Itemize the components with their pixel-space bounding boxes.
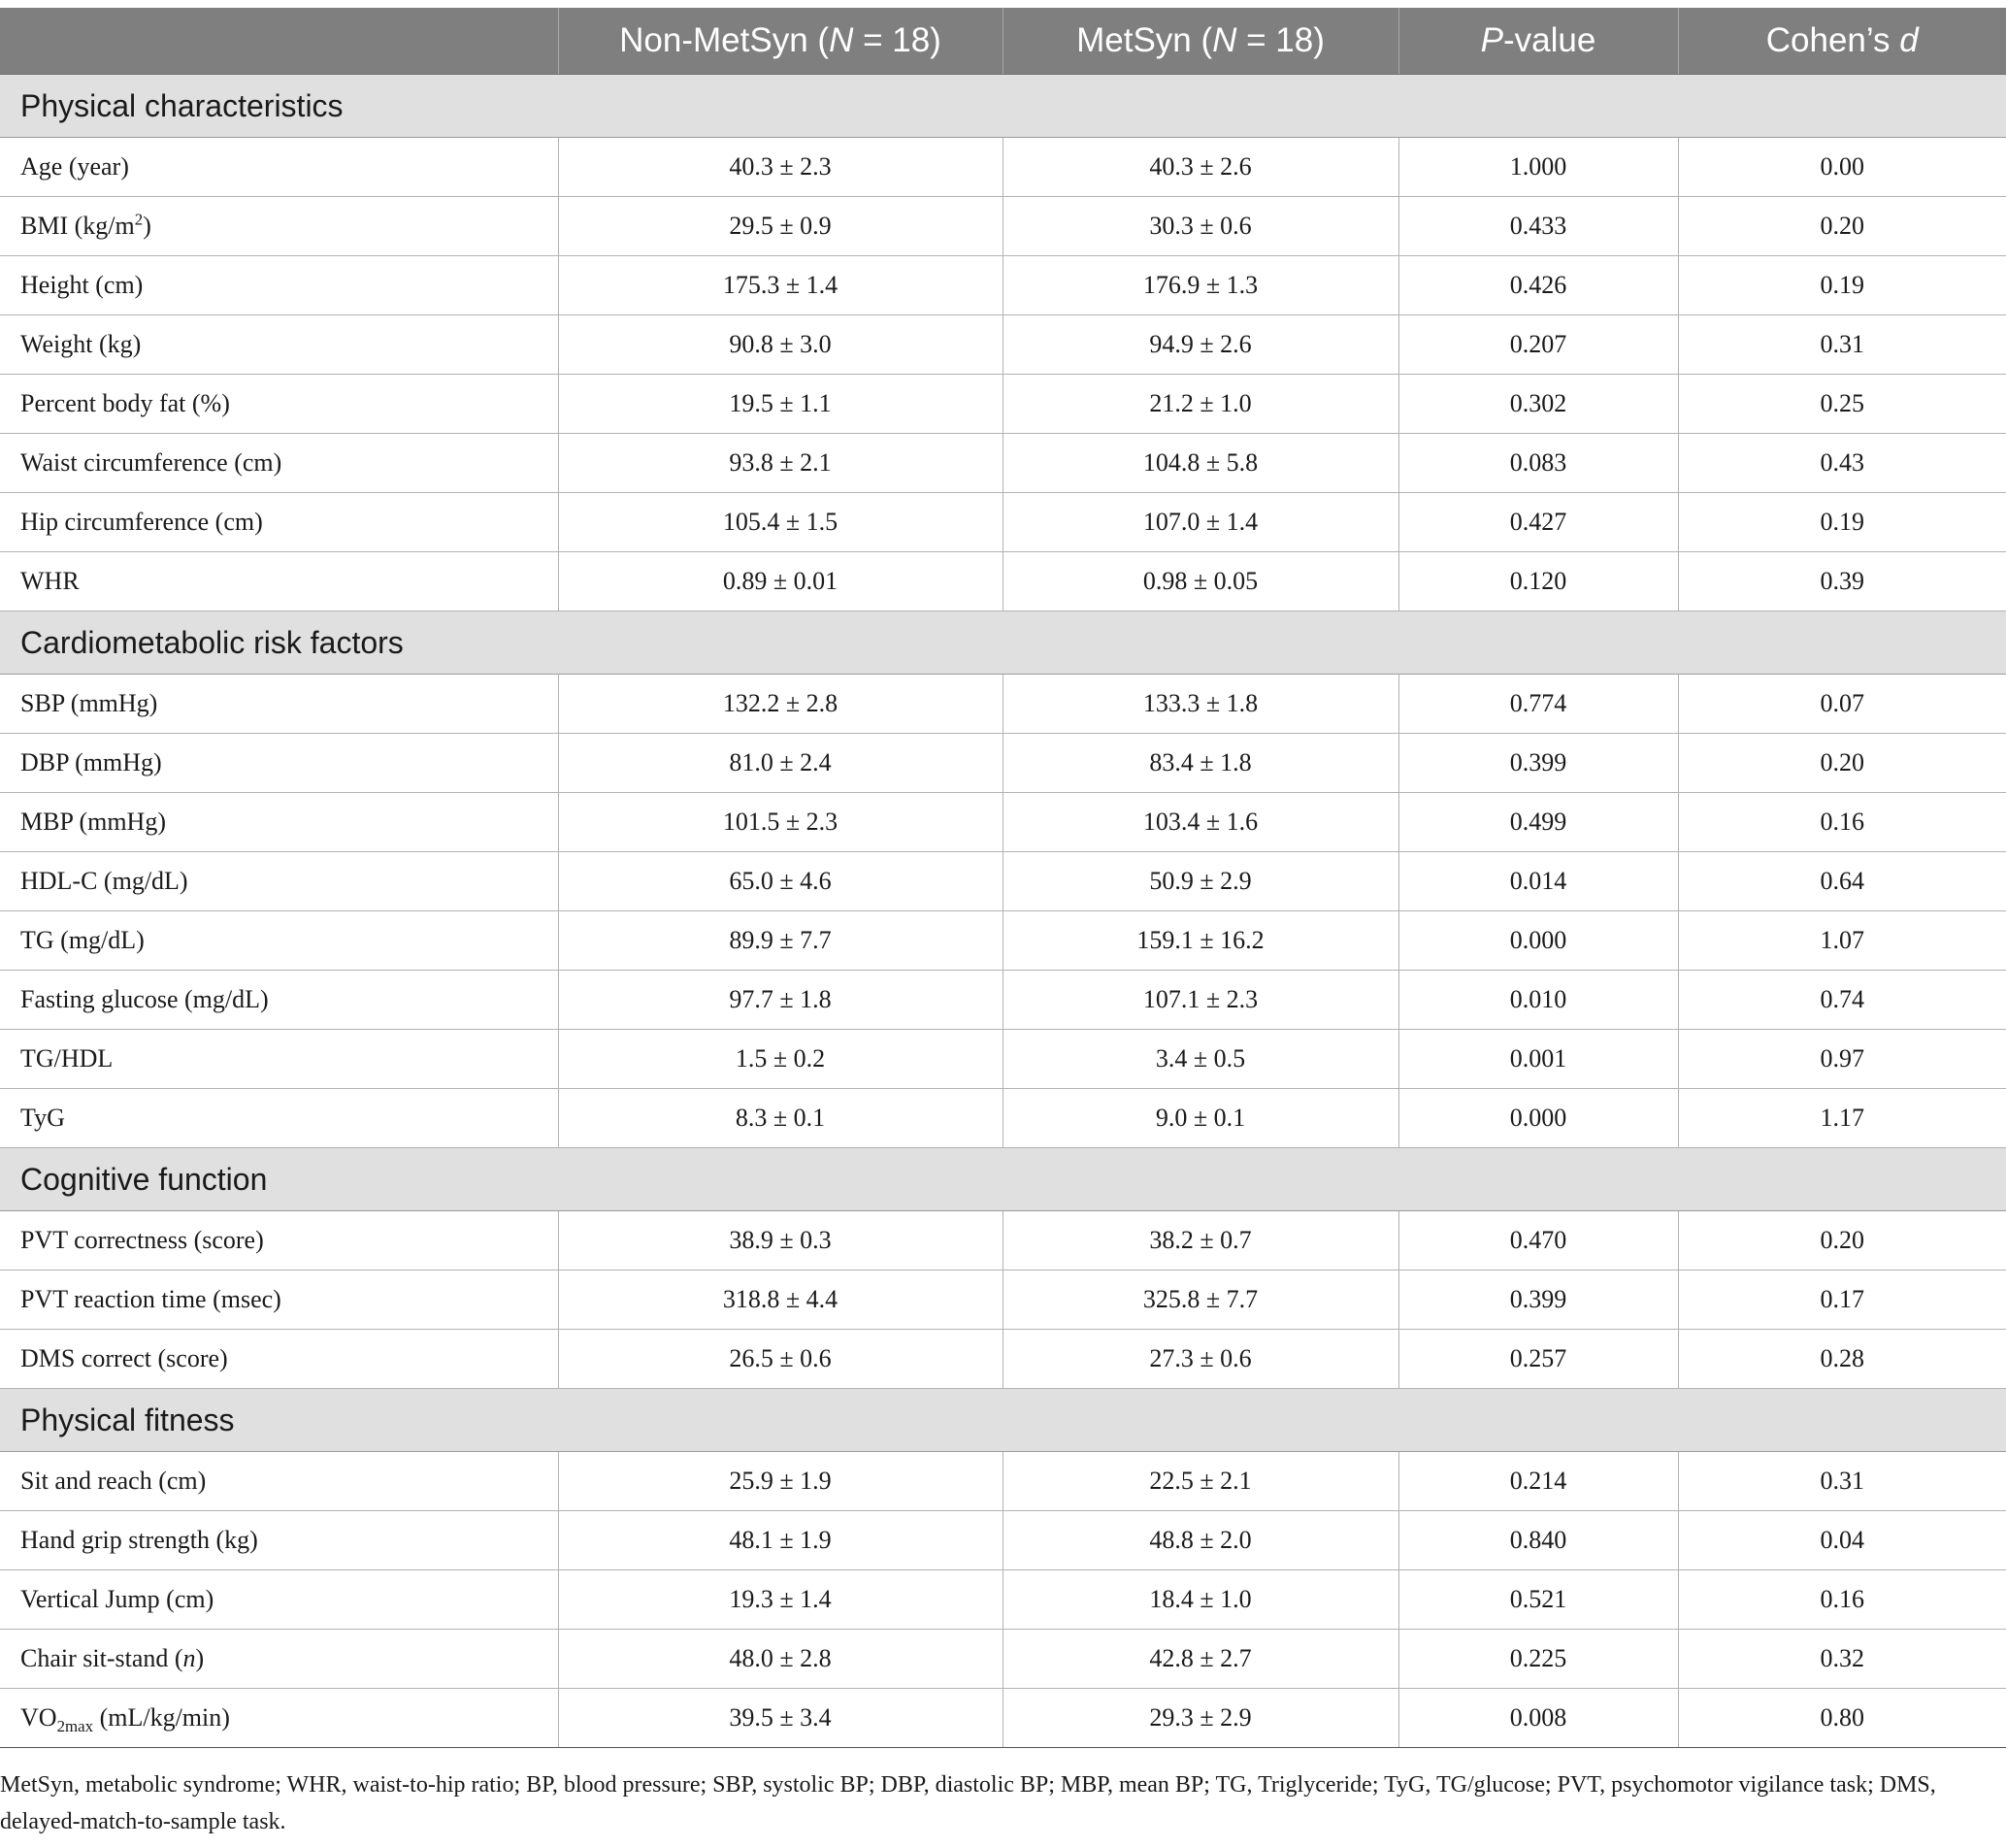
row-label: [0, 1689, 558, 1748]
text-part: TG/HDL: [20, 1044, 114, 1072]
cell-p-value: 0.499: [1398, 793, 1678, 852]
cell-non-metsyn: 175.3 ± 1.4: [558, 256, 1003, 315]
table-container: [0, 8, 2006, 1748]
cell-cohens-d: 0.80: [1678, 1689, 2006, 1748]
text-part: d: [1899, 21, 1919, 59]
cell-non-metsyn: 19.3 ± 1.4: [558, 1570, 1003, 1630]
table-row: [0, 793, 2006, 852]
cell-cohens-d: 0.16: [1678, 793, 2006, 852]
section-title: Cognitive function: [0, 1148, 2006, 1211]
cell-metsyn: 30.3 ± 0.6: [1003, 197, 1398, 256]
cell-p-value: 1.000: [1398, 138, 1678, 197]
table-row: [0, 1089, 2006, 1148]
cell-metsyn: 42.8 ± 2.7: [1003, 1630, 1398, 1689]
row-label: [0, 675, 558, 734]
text-part: Cohen’s: [1765, 21, 1900, 59]
cell-p-value: 0.302: [1398, 375, 1678, 434]
cell-cohens-d: 0.00: [1678, 138, 2006, 197]
cell-metsyn: 107.0 ± 1.4: [1003, 493, 1398, 552]
text-part: DBP (mmHg): [20, 748, 162, 776]
row-label: [0, 852, 558, 911]
cell-non-metsyn: 39.5 ± 3.4: [558, 1689, 1003, 1748]
table-row: [0, 1570, 2006, 1630]
text-part: MetSyn (: [1076, 21, 1213, 59]
table-row: [0, 375, 2006, 434]
section-title: Physical characteristics: [0, 75, 2006, 138]
table-row: [0, 1689, 2006, 1748]
cell-non-metsyn: 8.3 ± 0.1: [558, 1089, 1003, 1148]
cell-metsyn: 38.2 ± 0.7: [1003, 1211, 1398, 1270]
cell-p-value: 0.000: [1398, 911, 1678, 971]
row-label: [0, 1030, 558, 1089]
text-part: 2: [134, 210, 144, 229]
text-part: 2max: [56, 1717, 94, 1736]
cell-p-value: 0.207: [1398, 315, 1678, 375]
cell-p-value: 0.426: [1398, 256, 1678, 315]
cell-cohens-d: 0.07: [1678, 675, 2006, 734]
text-part: = 18): [853, 21, 941, 59]
cell-cohens-d: 0.20: [1678, 734, 2006, 793]
table-footnote: MetSyn, metabolic syndrome; WHR, waist-to-hip ratio; BP, blood pressure; SBP, systolic BP; DBP, diastolic BP; MBP, mean BP; TG, Triglyceride; TyG, TG/glucose; PVT, psychomotor vigilance task; DMS, delayed-match-to-sample task.: [0, 1772, 1936, 1834]
table-row: [0, 197, 2006, 256]
text-part: HDL-C (mg/dL): [20, 867, 188, 895]
cell-metsyn: 176.9 ± 1.3: [1003, 256, 1398, 315]
text-part: Percent body fat (%): [20, 389, 230, 417]
cell-metsyn: 83.4 ± 1.8: [1003, 734, 1398, 793]
cell-non-metsyn: 26.5 ± 0.6: [558, 1330, 1003, 1389]
cell-metsyn: 50.9 ± 2.9: [1003, 852, 1398, 911]
section-header-row: [0, 1148, 2006, 1211]
text-part: Sit and reach (cm): [20, 1467, 207, 1495]
text-part: PVT correctness (score): [20, 1226, 264, 1254]
text-part: N: [1212, 21, 1237, 59]
cell-non-metsyn: 318.8 ± 4.4: [558, 1270, 1003, 1330]
cell-metsyn: 18.4 ± 1.0: [1003, 1570, 1398, 1630]
row-label: [0, 197, 558, 256]
section-title: Physical fitness: [0, 1389, 2006, 1452]
table-row: [0, 675, 2006, 734]
header-row: [0, 8, 2006, 75]
cell-p-value: 0.399: [1398, 734, 1678, 793]
row-label: [0, 1630, 558, 1689]
cell-non-metsyn: 65.0 ± 4.6: [558, 852, 1003, 911]
cell-cohens-d: 0.28: [1678, 1330, 2006, 1389]
text-part: P: [1480, 21, 1504, 59]
text-part: TG (mg/dL): [20, 926, 145, 954]
row-label: [0, 493, 558, 552]
cell-non-metsyn: 132.2 ± 2.8: [558, 675, 1003, 734]
cell-non-metsyn: 105.4 ± 1.5: [558, 493, 1003, 552]
table-row: [0, 434, 2006, 493]
table-row: [0, 256, 2006, 315]
text-part: Non-MetSyn (: [619, 21, 830, 59]
text-part: Height (cm): [20, 271, 144, 299]
cell-non-metsyn: 40.3 ± 2.3: [558, 138, 1003, 197]
cell-p-value: 0.001: [1398, 1030, 1678, 1089]
cell-metsyn: 27.3 ± 0.6: [1003, 1330, 1398, 1389]
table-row: [0, 1630, 2006, 1689]
cell-metsyn: 107.1 ± 2.3: [1003, 971, 1398, 1030]
cell-p-value: 0.010: [1398, 971, 1678, 1030]
text-part: BMI (kg/m: [20, 212, 135, 240]
cell-non-metsyn: 29.5 ± 0.9: [558, 197, 1003, 256]
cell-metsyn: 325.8 ± 7.7: [1003, 1270, 1398, 1330]
text-part: MBP (mmHg): [20, 808, 166, 836]
text-part: SBP (mmHg): [20, 689, 158, 717]
cell-cohens-d: 0.20: [1678, 1211, 2006, 1270]
cell-metsyn: 159.1 ± 16.2: [1003, 911, 1398, 971]
table-row: [0, 1511, 2006, 1570]
text-part: N: [829, 21, 854, 59]
row-label: [0, 1570, 558, 1630]
table-row: [0, 138, 2006, 197]
cell-p-value: 0.214: [1398, 1452, 1678, 1511]
row-label: [0, 734, 558, 793]
cell-p-value: 0.840: [1398, 1511, 1678, 1570]
text-part: = 18): [1236, 21, 1325, 59]
table-body: [0, 75, 2006, 1748]
cell-cohens-d: 0.39: [1678, 552, 2006, 611]
cell-p-value: 0.120: [1398, 552, 1678, 611]
cell-non-metsyn: 48.1 ± 1.9: [558, 1511, 1003, 1570]
text-part: Chair sit-stand (: [20, 1644, 183, 1672]
cell-metsyn: 29.3 ± 2.9: [1003, 1689, 1398, 1748]
text-part: DMS correct (score): [20, 1344, 228, 1372]
section-header-row: [0, 1389, 2006, 1452]
cell-cohens-d: 0.31: [1678, 315, 2006, 375]
header-cohens-d: [1678, 8, 2006, 75]
row-label: [0, 1330, 558, 1389]
text-part: PVT reaction time (msec): [20, 1285, 281, 1313]
cell-cohens-d: 0.16: [1678, 1570, 2006, 1630]
section-title: Cardiometabolic risk factors: [0, 611, 2006, 675]
row-label: [0, 911, 558, 971]
text-part: Weight (kg): [20, 330, 142, 358]
table-row: [0, 1270, 2006, 1330]
header-metsyn: [1003, 8, 1398, 75]
cell-cohens-d: 0.31: [1678, 1452, 2006, 1511]
text-part: Fasting glucose (mg/dL): [20, 985, 269, 1013]
row-label: [0, 971, 558, 1030]
text-part: Vertical Jump (cm): [20, 1585, 214, 1613]
text-part: Hand grip strength (kg): [20, 1526, 258, 1554]
text-part: ): [195, 1644, 205, 1672]
table-row: [0, 493, 2006, 552]
row-label: [0, 1511, 558, 1570]
cell-non-metsyn: 90.8 ± 3.0: [558, 315, 1003, 375]
cell-metsyn: 3.4 ± 0.5: [1003, 1030, 1398, 1089]
cell-cohens-d: 0.32: [1678, 1630, 2006, 1689]
cell-non-metsyn: 25.9 ± 1.9: [558, 1452, 1003, 1511]
section-header-row: [0, 75, 2006, 138]
cell-metsyn: 104.8 ± 5.8: [1003, 434, 1398, 493]
cell-cohens-d: 1.17: [1678, 1089, 2006, 1148]
cell-cohens-d: 1.07: [1678, 911, 2006, 971]
cell-p-value: 0.083: [1398, 434, 1678, 493]
table-row: [0, 734, 2006, 793]
cell-p-value: 0.225: [1398, 1630, 1678, 1689]
row-label: [0, 1270, 558, 1330]
text-part: (mL/kg/min): [93, 1703, 230, 1732]
cell-non-metsyn: 93.8 ± 2.1: [558, 434, 1003, 493]
cell-metsyn: 103.4 ± 1.6: [1003, 793, 1398, 852]
cell-non-metsyn: 81.0 ± 2.4: [558, 734, 1003, 793]
text-part: TyG: [20, 1104, 65, 1132]
cell-non-metsyn: 19.5 ± 1.1: [558, 375, 1003, 434]
row-label: [0, 1211, 558, 1270]
table-row: [0, 1211, 2006, 1270]
text-part: WHR: [20, 567, 80, 595]
cell-metsyn: 94.9 ± 2.6: [1003, 315, 1398, 375]
cell-non-metsyn: 89.9 ± 7.7: [558, 911, 1003, 971]
row-label: [0, 552, 558, 611]
text-part: Age (year): [20, 152, 129, 181]
table-row: [0, 1452, 2006, 1511]
cell-non-metsyn: 1.5 ± 0.2: [558, 1030, 1003, 1089]
cell-cohens-d: 0.17: [1678, 1270, 2006, 1330]
cell-metsyn: 133.3 ± 1.8: [1003, 675, 1398, 734]
text-part: n: [182, 1644, 196, 1672]
cell-non-metsyn: 0.89 ± 0.01: [558, 552, 1003, 611]
cell-p-value: 0.427: [1398, 493, 1678, 552]
table-row: [0, 1030, 2006, 1089]
row-label: [0, 138, 558, 197]
cell-metsyn: 21.2 ± 1.0: [1003, 375, 1398, 434]
text-part: Hip circumference (cm): [20, 508, 263, 536]
cell-non-metsyn: 97.7 ± 1.8: [558, 971, 1003, 1030]
cell-p-value: 0.000: [1398, 1089, 1678, 1148]
cell-cohens-d: 0.25: [1678, 375, 2006, 434]
cell-non-metsyn: 101.5 ± 2.3: [558, 793, 1003, 852]
cell-metsyn: 22.5 ± 2.1: [1003, 1452, 1398, 1511]
cell-cohens-d: 0.43: [1678, 434, 2006, 493]
row-label: [0, 256, 558, 315]
row-label: [0, 375, 558, 434]
cell-cohens-d: 0.97: [1678, 1030, 2006, 1089]
header-non-metsyn: [558, 8, 1003, 75]
cell-p-value: 0.433: [1398, 197, 1678, 256]
cell-p-value: 0.399: [1398, 1270, 1678, 1330]
cell-cohens-d: 0.04: [1678, 1511, 2006, 1570]
section-header-row: [0, 611, 2006, 675]
row-label: [0, 315, 558, 375]
table-row: [0, 552, 2006, 611]
header-blank: [0, 8, 558, 75]
cell-cohens-d: 0.19: [1678, 256, 2006, 315]
cell-p-value: 0.014: [1398, 852, 1678, 911]
cell-non-metsyn: 48.0 ± 2.8: [558, 1630, 1003, 1689]
cell-cohens-d: 0.74: [1678, 971, 2006, 1030]
table-row: [0, 911, 2006, 971]
cell-p-value: 0.257: [1398, 1330, 1678, 1389]
cell-metsyn: 0.98 ± 0.05: [1003, 552, 1398, 611]
cell-p-value: 0.774: [1398, 675, 1678, 734]
cell-p-value: 0.521: [1398, 1570, 1678, 1630]
data-table: [0, 8, 2006, 1748]
row-label: [0, 434, 558, 493]
cell-cohens-d: 0.64: [1678, 852, 2006, 911]
row-label: [0, 1452, 558, 1511]
cell-cohens-d: 0.19: [1678, 493, 2006, 552]
cell-cohens-d: 0.20: [1678, 197, 2006, 256]
cell-p-value: 0.470: [1398, 1211, 1678, 1270]
table-row: [0, 315, 2006, 375]
table-row: [0, 1330, 2006, 1389]
table-header: [0, 8, 2006, 75]
header-p-value: [1398, 8, 1678, 75]
cell-non-metsyn: 38.9 ± 0.3: [558, 1211, 1003, 1270]
cell-p-value: 0.008: [1398, 1689, 1678, 1748]
text-part: Waist circumference (cm): [20, 448, 282, 477]
table-row: [0, 971, 2006, 1030]
cell-metsyn: 48.8 ± 2.0: [1003, 1511, 1398, 1570]
cell-metsyn: 9.0 ± 0.1: [1003, 1089, 1398, 1148]
row-label: [0, 793, 558, 852]
cell-metsyn: 40.3 ± 2.6: [1003, 138, 1398, 197]
table-row: [0, 852, 2006, 911]
row-label: [0, 1089, 558, 1148]
text-part: ): [143, 212, 151, 240]
text-part: VO: [20, 1703, 57, 1732]
text-part: -value: [1503, 21, 1596, 59]
